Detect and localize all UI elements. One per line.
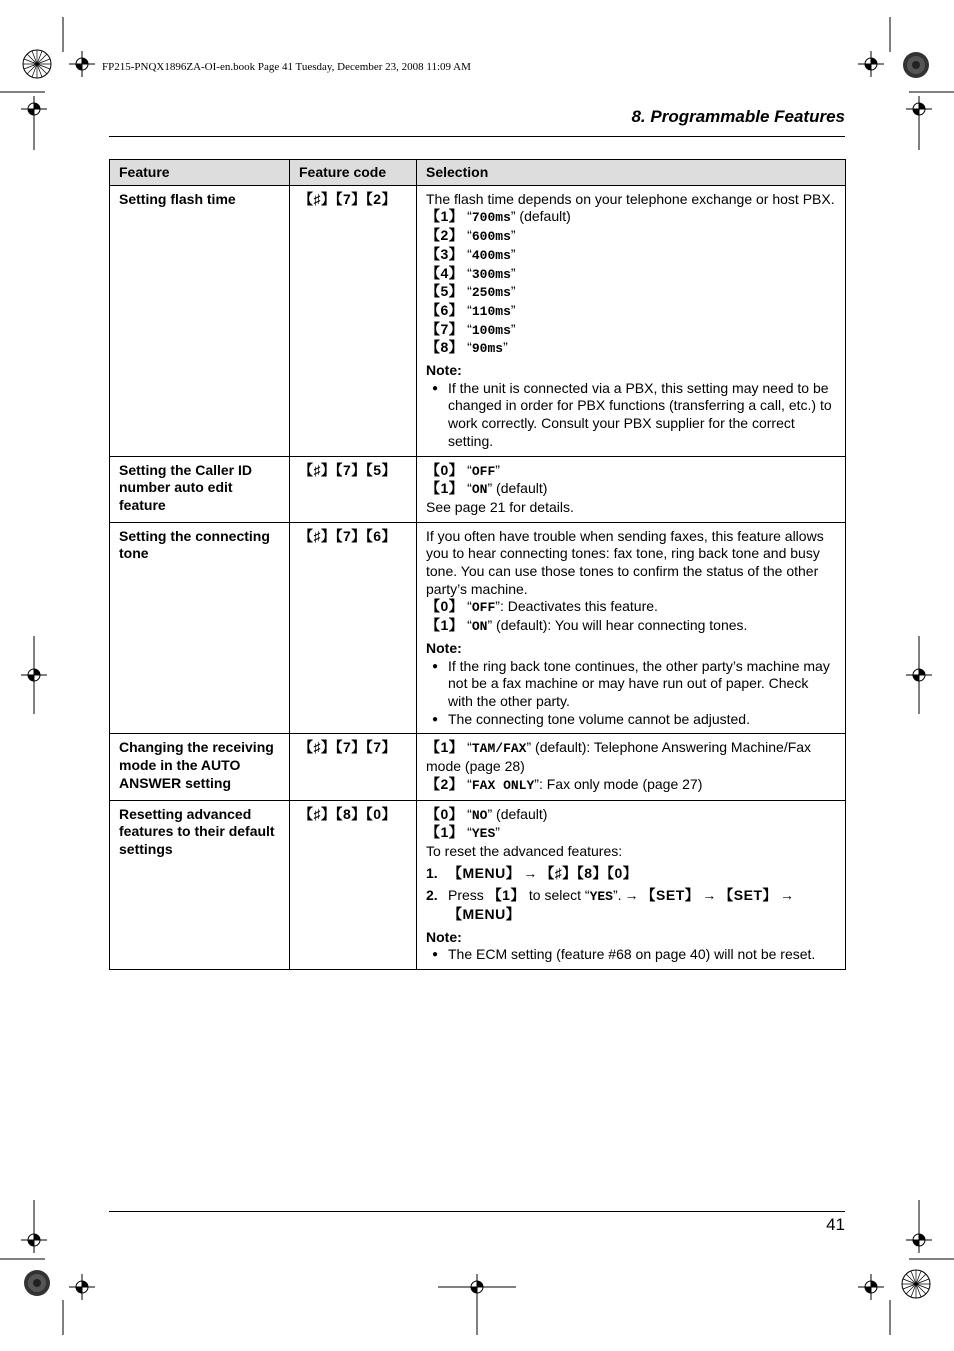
table-row xyxy=(110,185,846,456)
feature-name: Setting the connecting tone xyxy=(110,522,290,734)
option-value: 100ms xyxy=(471,322,511,338)
option-line: 【5】 “250ms” xyxy=(426,283,516,301)
header-feature: Feature xyxy=(110,160,290,186)
option-line: 【8】 “90ms” xyxy=(426,339,508,357)
option-key: 【3】 xyxy=(426,245,464,262)
option-suffix: (default) xyxy=(492,805,548,822)
step-text: to select “ xyxy=(524,887,590,904)
table-row xyxy=(110,522,846,734)
features-table xyxy=(109,159,846,970)
option-line: 【1】 “YES” xyxy=(426,824,500,842)
option-line: 【0】 “NO” (default) xyxy=(426,805,548,823)
feature-code: 【♯】【8】【0】 xyxy=(290,800,417,970)
selection-intro: If you often have trouble when sending faxes, this feature allows you to hear connecting tones: fax tone, ring back tone and busy tone. You can use those tones to confirm the status of the other party’s machine. xyxy=(426,527,824,597)
option-suffix: (default) xyxy=(515,208,571,225)
option-line: 【0】 “OFF” xyxy=(426,461,500,479)
option-line: 【4】 “300ms” xyxy=(426,264,516,282)
option-line: 【3】 “400ms” xyxy=(426,245,516,263)
step-1 xyxy=(426,865,837,883)
option-line: 【1】 “ON” (default) xyxy=(426,480,548,498)
step-number: 2. xyxy=(426,887,438,904)
option-key: 【1】 xyxy=(426,480,464,497)
footer-rule xyxy=(109,1211,845,1212)
option-line: 【2】 “FAX ONLY”: Fax only mode (page 27) xyxy=(426,775,703,793)
note-list xyxy=(426,658,837,729)
option-value: TAM/FAX xyxy=(471,741,527,757)
selection-cell xyxy=(417,185,846,456)
option-key: 【0】 xyxy=(426,805,464,822)
option-value: 90ms xyxy=(471,341,504,357)
option-value: 700ms xyxy=(471,210,511,226)
step-2 xyxy=(426,887,837,923)
option-key: 【1】 xyxy=(426,617,464,634)
header-selection: Selection xyxy=(417,160,846,186)
option-value: OFF xyxy=(471,463,496,479)
option-key: 【5】 xyxy=(426,283,464,300)
option-value: 250ms xyxy=(471,285,511,301)
option-value: 110ms xyxy=(471,303,511,319)
table-row xyxy=(110,456,846,522)
option-suffix: (default): Telephone Answering Machine/Fax mode (page 28) xyxy=(426,739,812,775)
option-value: 600ms xyxy=(471,229,511,245)
arrow-right-icon: → xyxy=(624,887,639,904)
selection-outro: See page 21 for details. xyxy=(426,498,574,515)
step-text: ”. xyxy=(612,887,622,904)
note-item: ● The ECM setting (feature #68 on page 40) will not be reset. xyxy=(426,946,837,964)
page-number: 41 xyxy=(826,1215,845,1234)
option-value: YES xyxy=(589,889,613,905)
menu-key: 【MENU】 xyxy=(448,906,521,923)
header-rule xyxy=(109,136,845,137)
option-key: 【1】 xyxy=(487,887,525,904)
option-value: ON xyxy=(471,619,488,635)
note-item: ● If the unit is connected via a PBX, this setting may need to be changed in order for PBX functions (transferring a call, etc.) to work correctly. Consult your PBX supplier for the correct setting. xyxy=(426,380,837,451)
set-key: 【SET】 xyxy=(719,887,778,904)
note-item: ● The connecting tone volume cannot be adjusted. xyxy=(426,711,837,729)
option-value: OFF xyxy=(471,600,496,616)
selection-cell xyxy=(417,734,846,800)
note-label: Note: xyxy=(426,639,462,656)
option-key: 【4】 xyxy=(426,264,464,281)
selection-cell xyxy=(417,456,846,522)
option-key: 【2】 xyxy=(426,227,464,244)
step-number: 1. xyxy=(426,864,438,881)
option-value: FAX ONLY xyxy=(471,777,535,793)
table-header-row xyxy=(110,160,846,186)
selection-intro: The flash time depends on your telephone exchange or host PBX. xyxy=(426,190,835,207)
note-label: Note: xyxy=(426,928,462,945)
arrow-right-icon: → xyxy=(702,887,717,904)
option-key: 【1】 xyxy=(426,208,464,225)
feature-code: 【♯】【7】【6】 xyxy=(290,522,417,734)
note-list xyxy=(426,946,837,964)
step-text: Press xyxy=(448,887,488,904)
note-item: ● If the ring back tone continues, the other party’s machine may not be a fax machine or may have run out of paper. Check with the other party. xyxy=(426,658,837,711)
option-line: 【6】 “110ms” xyxy=(426,301,516,319)
option-line: 【1】 “ON” (default): You will hear connecting tones. xyxy=(426,617,748,635)
steps-list xyxy=(426,865,837,924)
option-line: 【0】 “OFF”: Deactivates this feature. xyxy=(426,598,658,616)
option-value: YES xyxy=(471,826,496,842)
table-row xyxy=(110,734,846,800)
selection-cell xyxy=(417,522,846,734)
feature-code: 【♯】【7】【2】 xyxy=(290,185,417,456)
arrow-right-icon: → xyxy=(523,864,538,881)
option-key: 【7】 xyxy=(426,320,464,337)
option-line: 【1】 “TAM/FAX” (default): Telephone Answering Machine/Fax mode (page 28) xyxy=(426,739,812,775)
steps-intro: To reset the advanced features: xyxy=(426,842,623,859)
selection-cell xyxy=(417,800,846,970)
option-key: 【1】 xyxy=(426,824,464,841)
header-feature-code: Feature code xyxy=(290,160,417,186)
menu-key: 【MENU】 xyxy=(448,864,521,881)
option-suffix: (default): You will hear connecting tones. xyxy=(492,617,748,634)
feature-code: 【♯】【7】【7】 xyxy=(290,734,417,800)
note-list xyxy=(426,380,837,451)
option-value: ON xyxy=(471,482,488,498)
file-info: FP215-PNQX1896ZA-OI-en.book Page 41 Tuesday, December 23, 2008 11:09 AM xyxy=(102,61,471,73)
option-suffix: (default) xyxy=(492,480,548,497)
set-key: 【SET】 xyxy=(641,887,700,904)
table-row xyxy=(110,800,846,970)
option-key: 【2】 xyxy=(426,775,464,792)
option-suffix: : Fax only mode (page 27) xyxy=(538,775,703,792)
feature-code: 【♯】【7】【5】 xyxy=(290,456,417,522)
option-key: 【6】 xyxy=(426,301,464,318)
feature-name: Resetting advanced features to their default settings xyxy=(110,800,290,970)
arrow-right-icon: → xyxy=(780,887,795,904)
note-label: Note: xyxy=(426,362,462,379)
code-keys: 【♯】【8】【0】 xyxy=(540,864,638,881)
option-key: 【0】 xyxy=(426,598,464,615)
option-key: 【8】 xyxy=(426,339,464,356)
feature-name: Changing the receiving mode in the AUTO ANSWER setting xyxy=(110,734,290,800)
option-line: 【7】 “100ms” xyxy=(426,320,516,338)
option-line: 【1】 “700ms” (default) xyxy=(426,208,571,226)
option-line: 【2】 “600ms” xyxy=(426,227,516,245)
feature-name: Setting flash time xyxy=(110,185,290,456)
option-value: 300ms xyxy=(471,266,511,282)
feature-name: Setting the Caller ID number auto edit feature xyxy=(110,456,290,522)
option-key: 【0】 xyxy=(426,461,464,478)
option-value: NO xyxy=(471,807,488,823)
option-value: 400ms xyxy=(471,247,511,263)
option-key: 【1】 xyxy=(426,739,464,756)
option-suffix: : Deactivates this feature. xyxy=(499,598,658,615)
section-title: 8. Programmable Features xyxy=(631,107,845,126)
